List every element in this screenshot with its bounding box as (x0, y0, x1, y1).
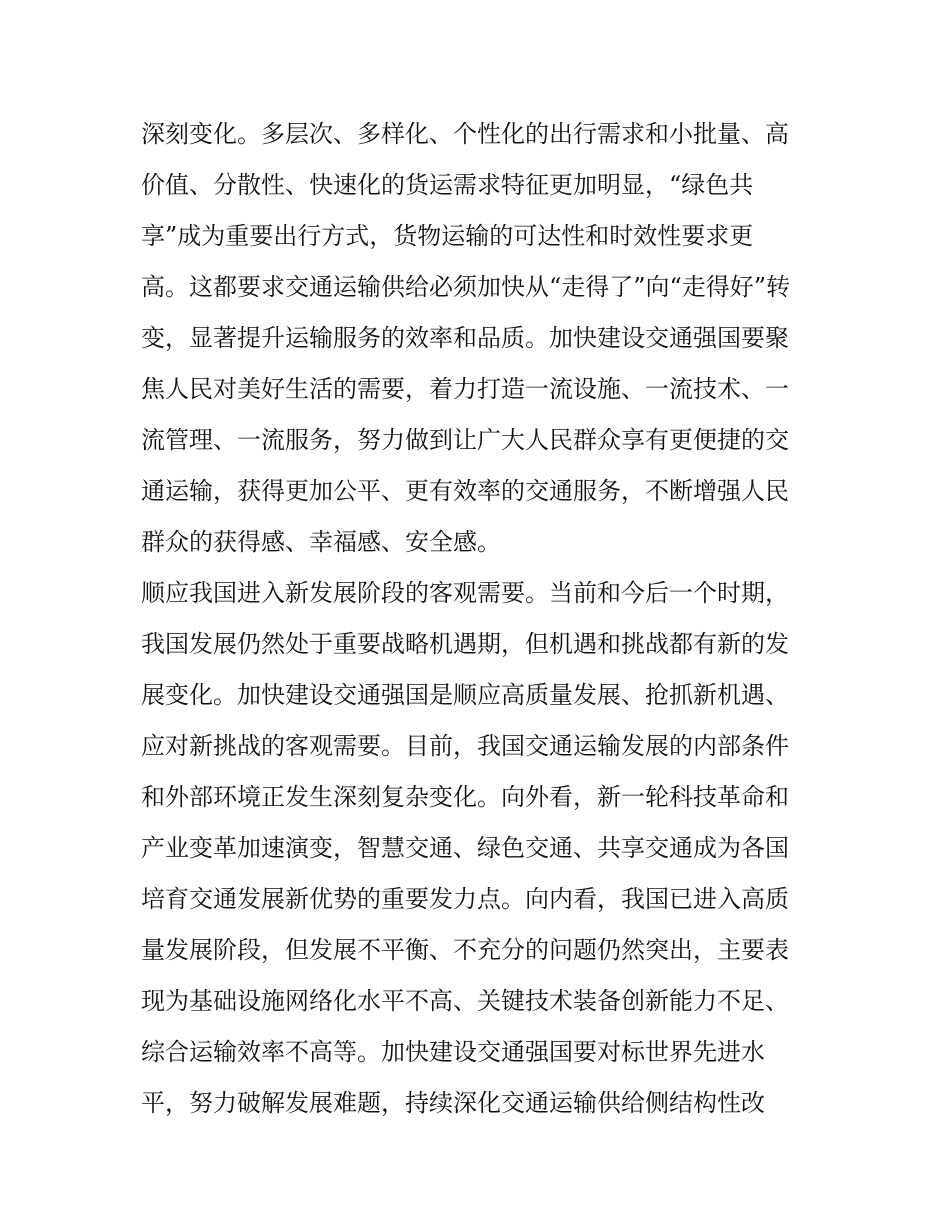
text-line: 高。这都要求交通运输供给必须加快从“走得了”向“走得好”转 (141, 273, 791, 301)
text-line: 流管理、一流服务，努力做到让广大人民群众享有更便捷的交 (141, 426, 789, 454)
text-line: 培育交通发展新优势的重要发力点。向内看，我国已进入高质 (141, 885, 789, 913)
text-line: 焦人民对美好生活的需要，着力打造一流设施、一流技术、一 (141, 375, 789, 403)
text-line: 展变化。加快建设交通强国是顺应高质量发展、抢抓新机遇、 (141, 681, 789, 709)
text-line: 享”成为重要出行方式，货物运输的可达性和时效性要求更 (141, 222, 754, 250)
text-line: 深刻变化。多层次、多样化、个性化的出行需求和小批量、高 (141, 120, 789, 148)
body-text (141, 109, 821, 1129)
text-line: 平，努力破解发展难题，持续深化交通运输供给侧结构性改 (141, 1089, 765, 1117)
text-line: 变，显著提升运输服务的效率和品质。加快建设交通强国要聚 (141, 324, 789, 352)
text-line: 价值、分散性、快速化的货运需求特征更加明显，“绿色共 (141, 171, 754, 199)
text-line: 通运输，获得更加公平、更有效率的交通服务，不断增强人民 (141, 477, 789, 505)
text-line: 量发展阶段，但发展不平衡、不充分的问题仍然突出，主要表 (141, 936, 789, 964)
text-line: 综合运输效率不高等。加快建设交通强国要对标世界先进水 (141, 1038, 765, 1066)
text-line: 我国发展仍然处于重要战略机遇期，但机遇和挑战都有新的发 (141, 630, 789, 658)
text-line: 现为基础设施网络化水平不高、关键技术装备创新能力不足、 (141, 987, 789, 1015)
text-line: 群众的获得感、幸福感、安全感。 (141, 528, 501, 556)
text-line: 顺应我国进入新发展阶段的客观需要。当前和今后一个时期， (141, 579, 789, 607)
text-line: 产业变革加速演变，智慧交通、绿色交通、共享交通成为各国 (141, 834, 789, 862)
text-line: 和外部环境正发生深刻复杂变化。向外看，新一轮科技革命和 (141, 783, 789, 811)
text-line: 应对新挑战的客观需要。目前，我国交通运输发展的内部条件 (141, 732, 789, 760)
